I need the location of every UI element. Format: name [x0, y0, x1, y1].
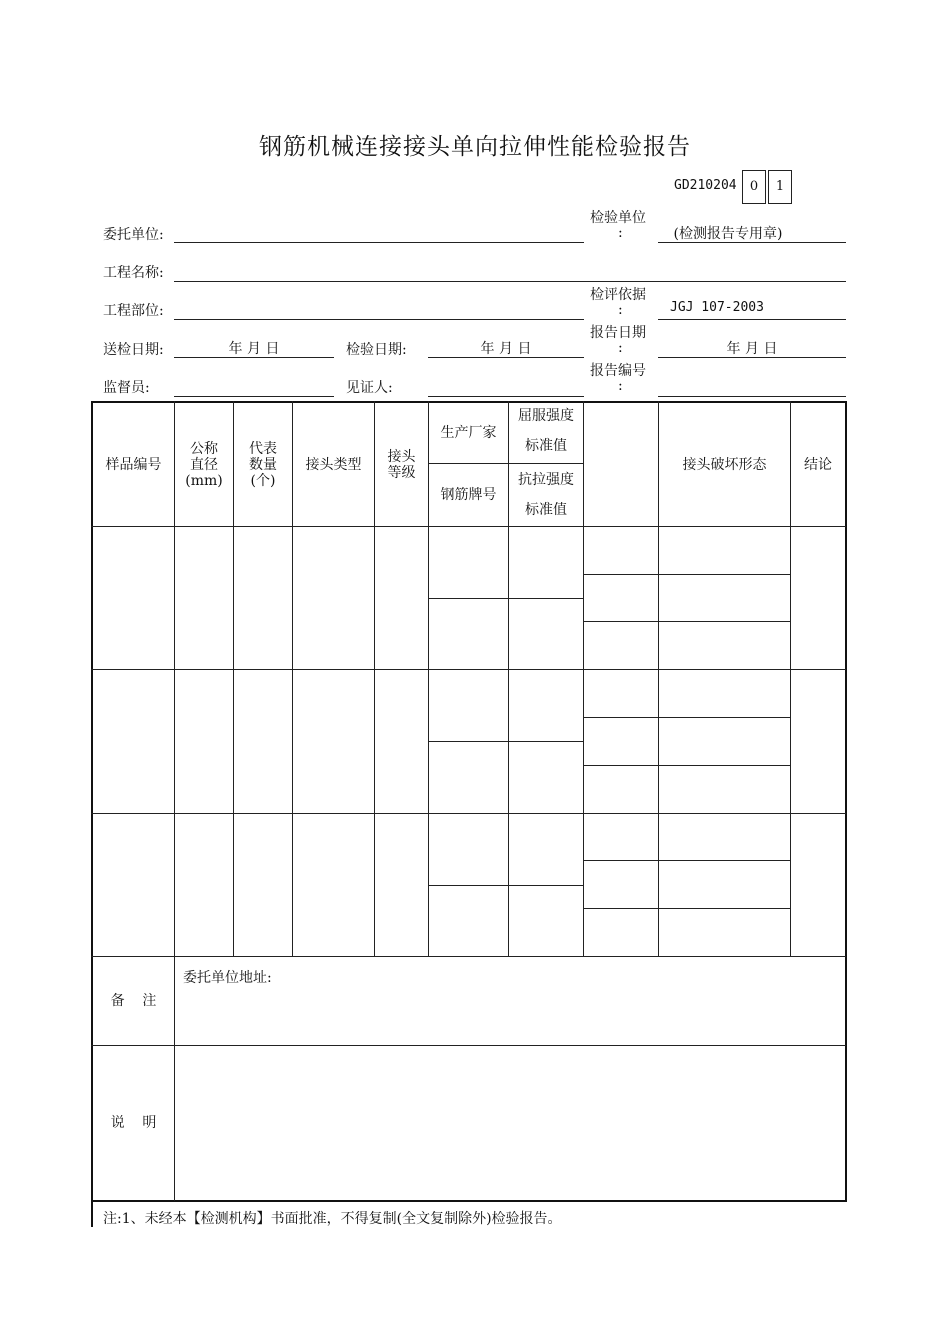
- report-date-label: 报告日期: [590, 325, 646, 341]
- report-date-field[interactable]: [658, 357, 846, 358]
- client-label: 委托单位:: [103, 227, 164, 243]
- header-quantity: 代表 数量 (个): [249, 440, 277, 489]
- report-date-value: 年 月 日: [726, 341, 778, 357]
- test-date-value: 年 月 日: [480, 341, 532, 357]
- header-rebar-grade: 钢筋牌号: [440, 487, 497, 503]
- send-date-value: 年 月 日: [228, 341, 280, 357]
- code-box-2: 1: [768, 170, 792, 204]
- header-diameter: 公称 直径 (mm): [185, 440, 223, 489]
- inspect-unit-colon: :: [618, 225, 623, 241]
- page-title: 钢筋机械连接接头单向拉伸性能检验报告: [259, 134, 691, 160]
- inspect-unit-value: (检测报告专用章): [673, 226, 783, 242]
- client-field[interactable]: [174, 242, 584, 243]
- report-no-label: 报告编号: [590, 363, 646, 379]
- project-name-field[interactable]: [174, 281, 846, 282]
- document-code: GD210204: [674, 178, 737, 193]
- witness-field[interactable]: [428, 396, 584, 397]
- witness-label: 见证人:: [346, 380, 393, 396]
- report-no-field[interactable]: [658, 396, 846, 397]
- send-date-label: 送检日期:: [103, 342, 164, 358]
- inspect-unit-label: 检验单位: [590, 210, 646, 226]
- header-manufacturer: 生产厂家: [440, 425, 497, 441]
- client-address-label: 委托单位地址:: [183, 970, 272, 986]
- footnote: 注:1、未经本【检测机构】书面批准，不得复制(全文复制除外)检验报告。: [103, 1211, 562, 1227]
- project-name-label: 工程名称:: [103, 265, 164, 281]
- code-box-1: 0: [742, 170, 766, 204]
- header-tensile-strength: 抗拉强度 标准值: [518, 472, 574, 518]
- table-row[interactable]: [93, 527, 845, 669]
- header-sample-no: 样品编号: [105, 456, 162, 473]
- remarks-field[interactable]: [175, 957, 845, 1045]
- table-row[interactable]: [93, 670, 845, 813]
- send-date-field[interactable]: [174, 357, 334, 358]
- basis-field[interactable]: [658, 319, 846, 320]
- inspect-unit-field[interactable]: [658, 242, 846, 243]
- supervisor-label: 监督员:: [103, 380, 150, 396]
- supervisor-field[interactable]: [174, 396, 334, 397]
- basis-colon: :: [618, 302, 623, 318]
- basis-label: 检评依据: [590, 287, 646, 303]
- test-date-label: 检验日期:: [346, 342, 407, 358]
- report-no-colon: :: [618, 378, 623, 394]
- header-failure-mode: 接头破坏形态: [682, 456, 767, 473]
- project-part-label: 工程部位:: [103, 303, 164, 319]
- explanation-label: 说 明: [110, 1115, 157, 1131]
- header-conclusion: 结论: [804, 456, 832, 473]
- header-joint-grade: 接头 等级: [387, 448, 416, 481]
- header-joint-type: 接头类型: [305, 456, 362, 473]
- project-part-field[interactable]: [174, 319, 584, 320]
- basis-value: JGJ 107-2003: [670, 300, 764, 315]
- table-bottom-border: [91, 1200, 847, 1202]
- header-yield-strength: 屈服强度 标准值: [518, 408, 574, 454]
- test-date-field[interactable]: [428, 357, 584, 358]
- remarks-label: 备 注: [110, 993, 157, 1009]
- explanation-field[interactable]: [175, 1046, 845, 1200]
- report-date-colon: :: [618, 340, 623, 356]
- table-right-border: [845, 401, 847, 1202]
- table-row[interactable]: [93, 814, 845, 956]
